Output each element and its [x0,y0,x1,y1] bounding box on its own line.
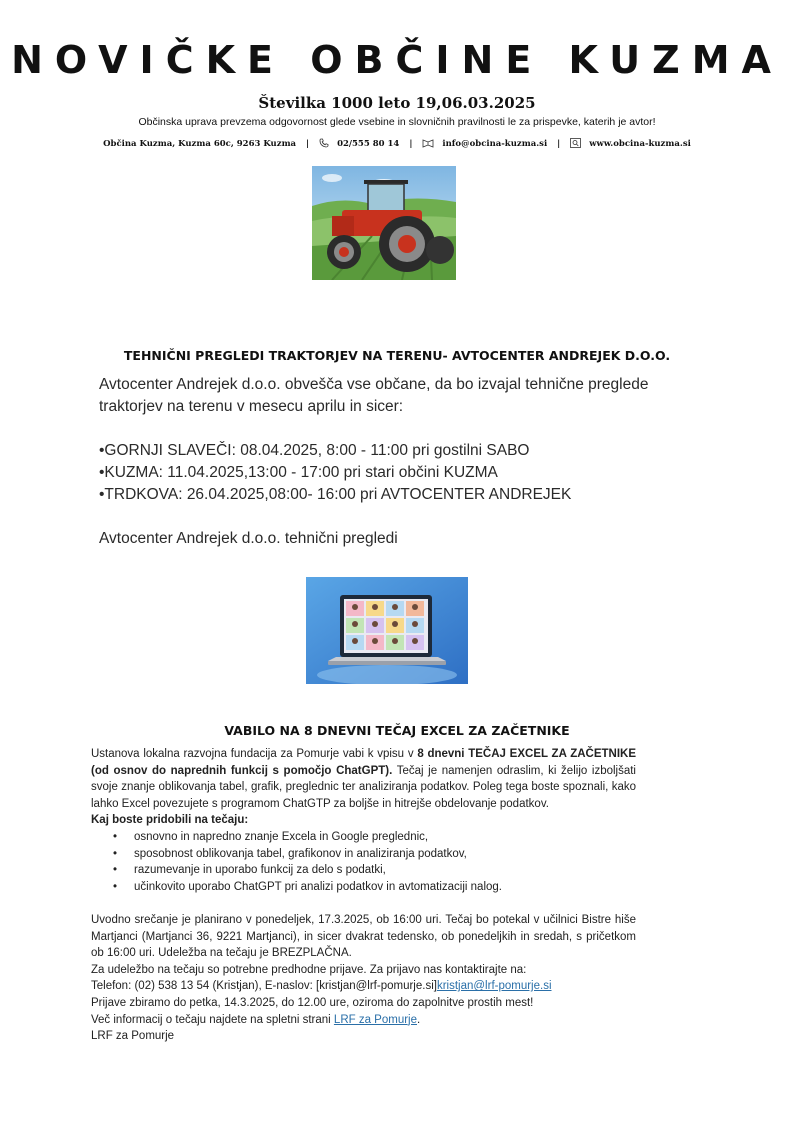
section1-title: TEHNIČNI PREGLEDI TRAKTORJEV NA TERENU- AVTOCENTER ANDREJEK D.O.O. [123,348,671,363]
list-item: • osnovno in napredno znanje Excela in Google preglednic, [134,829,636,846]
registration-note: Za udeležbo na tečaju so potrebne predhodne prijave. Za prijavo nas kontaktirajte na: [91,963,527,976]
web-icon [570,138,581,151]
schedule-item: •TRDKOVA: 26.04.2025,08:00- 16:00 pri AVTOCENTER ANDREJEK [99,486,572,503]
list-item: • učinkovito uporabo ChatGPT pri analizi podatkov in avtomatizaciji nalog. [134,879,636,896]
deadline-line: Prijave zbiramo do petka, 14.3.2025, do 12.00 ure, oziroma do zapolnitve prostih mest! [91,996,534,1009]
mail-icon [422,138,434,151]
laptop-videocall-image [306,577,468,684]
separator: | [409,139,413,149]
section2-body [91,746,636,1045]
contact-line [91,978,636,995]
more-info-line [91,1012,636,1029]
signature: LRF za Pomurje [91,1030,175,1043]
phone-icon [319,138,329,151]
schedule-item: •GORNJI SLAVEČI: 08.04.2025, 8:00 - 11:00 pri gostilni SABO [99,442,530,459]
course-name: 8 dnevni TEČAJ EXCEL ZA ZAČETNIKE (od osnov do naprednih funkcij s pomočjo ChatGPT). [91,748,636,777]
separator: | [557,139,561,149]
website[interactable]: www.obcina-kuzma.si [589,139,691,149]
schedule-paragraph: Uvodno srečanje je planirano v ponedeljek, 17.3.2025, ob 16:00 uri. Tečaj bo potekal v učilnici Bistre hiše Martjanci (Martjanci 36, 9221 Martjanci), in sicer dvakrat tedensko, ob ponedeljkih in sredah, s pričetkom ob 16:00 uri. Udeležba na tečaju je BREZPLAČNA. [91,913,636,960]
contact-text: Telefon: (02) 538 13 54 (Kristjan), E-naslov: [kristjan@lrf-pomurje.si] [91,980,437,993]
gain-list [91,829,636,895]
separator: | [306,139,310,149]
section1-intro: Avtocenter Andrejek d.o.o. obvešča vse občane, da bo izvajal tehnične preglede traktorjev na terenu v mesecu aprilu in sicer: [99,376,649,415]
address: Občina Kuzma, Kuzma 60c, 9263 Kuzma [103,139,297,149]
intro-text-cont: Tečaj je namenjen odraslim, ki želijo izboljšati svoje znanje oblikovanja tabel, grafik, preglednic ter analiziranja podatkov. Poleg tega boste spoznali, kako lahko Excel povezujete s programom ChatGTP za boljše in hitrejše obdelovanje podatkov. [91,764,636,810]
email[interactable]: info@obcina-kuzma.si [442,139,548,149]
newsletter-title: NOVIČKE OBČINE KUZMA [11,38,783,82]
list-item: • sposobnost oblikovanja tabel, grafikonov in analiziranja podatkov, [134,846,636,863]
intro-text: Ustanova lokalna razvojna fundacija za Pomurje vabi k vpisu v [91,748,418,760]
contact-bar [0,138,794,151]
section2-title: VABILO NA 8 DNEVNI TEČAJ EXCEL ZA ZAČETNIKE [224,723,570,738]
list-item: • razumevanje in uporabo funkcij za delo s podatki, [134,862,636,879]
course-intro [91,746,636,812]
more-info-text: Več informacij o tečaju najdete na spletni strani [91,1013,334,1026]
issue-line: Številka 1000 leto 19,06.03.2025 [258,94,536,112]
phone-number: 02/555 80 14 [337,139,400,149]
disclaimer: Občinska uprava prevzema odgovornost glede vsebine in slovničnih pravilnosti le za prispevke, katerih je avtor! [138,116,656,128]
gain-heading: Kaj boste pridobili na tečaju: [91,814,249,827]
more-info-end: . [417,1013,421,1026]
website-link[interactable]: LRF za Pomurje [333,1013,418,1026]
section1-closing: Avtocenter Andrejek d.o.o. tehnični pregledi [99,530,398,547]
schedule-item: •KUZMA: 11.04.2025,13:00 - 17:00 pri stari občini KUZMA [99,464,498,481]
tractor-image [312,166,456,280]
email-link[interactable]: kristjan@lrf-pomurje.si [436,980,552,993]
section1-body [99,374,699,550]
